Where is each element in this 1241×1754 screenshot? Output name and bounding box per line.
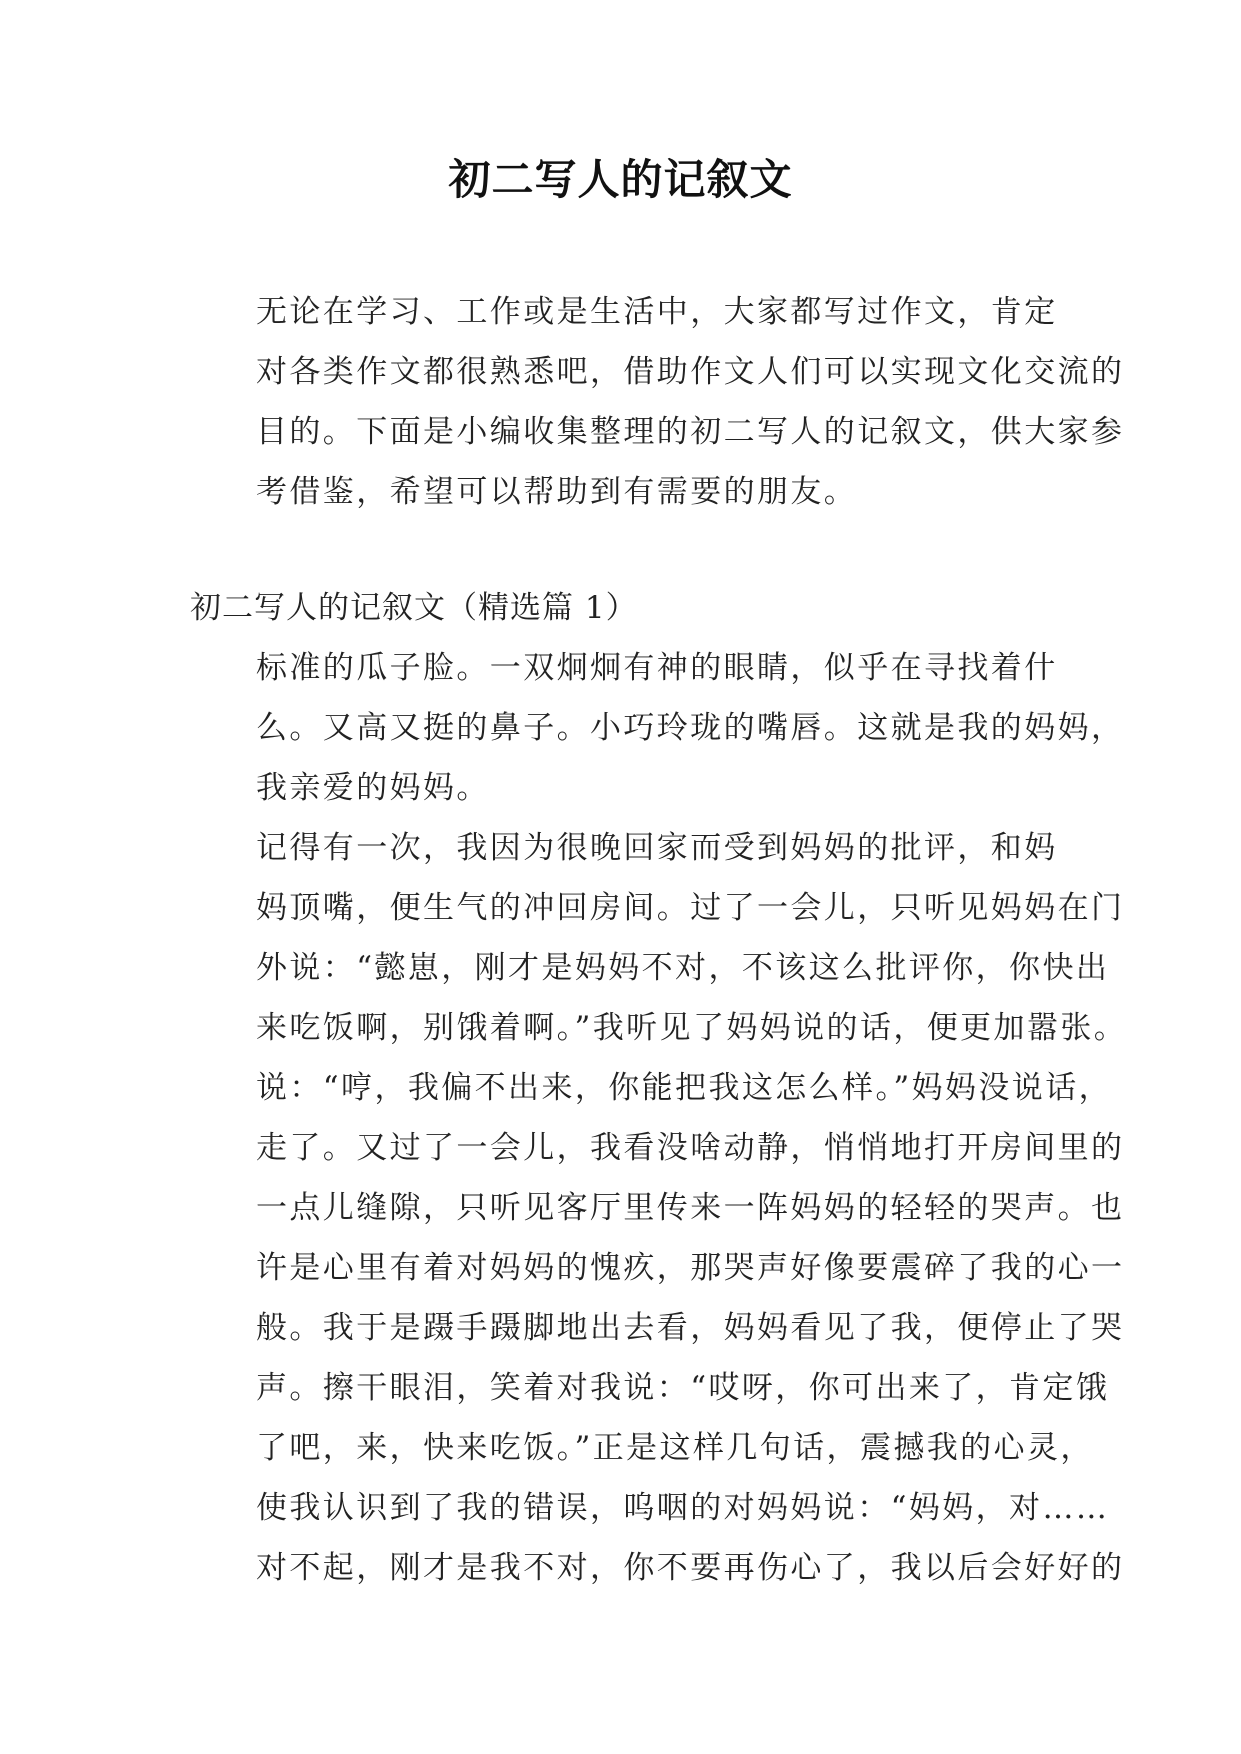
text-line: 妈顶嘴，便生气的冲回房间。过了一会儿，只听见妈妈在门 (256, 890, 1125, 926)
text-line: 使我认识到了我的错误，呜咽的对妈妈说：“妈妈，对…… (256, 1490, 1110, 1526)
intro-paragraph (190, 282, 1125, 522)
document-title: 初二写人的记叙文 (448, 155, 793, 204)
text-line: 许是心里有着对妈妈的愧疚，那哭声好像要震碎了我的心一 (256, 1250, 1125, 1286)
text-line: 标准的瓜子脸。一双炯炯有神的眼睛，似乎在寻找着什 (256, 650, 1058, 686)
section-heading: 初二写人的记叙文（精选篇 1） (190, 590, 638, 626)
paragraph-2 (190, 818, 1128, 1598)
text-line: 走了。又过了一会儿，我看没啥动静，悄悄地打开房间里的 (256, 1130, 1125, 1166)
text-line: 声。擦干眼泪，笑着对我说：“哎呀，你可出来了，肯定饿 (256, 1370, 1110, 1406)
text-line: 对各类作文都很熟悉吧，借助作文人们可以实现文化交流的 (256, 354, 1125, 390)
text-line: 了吧，来，快来吃饭。”正是这样几句话，震撼我的心灵， (256, 1430, 1094, 1466)
text-line: 目的。下面是小编收集整理的初二写人的记叙文，供大家参 (256, 414, 1125, 450)
text-line: 考借鉴，希望可以帮助到有需要的朋友。 (256, 474, 858, 510)
text-line: 对不起，刚才是我不对，你不要再伤心了，我以后会好好的 (256, 1550, 1125, 1586)
text-line: 说：“哼，我偏不出来，你能把我这怎么样。”妈妈没说话， (256, 1070, 1112, 1106)
text-line: 般。我于是蹑手蹑脚地出去看，妈妈看见了我，便停止了哭 (256, 1310, 1125, 1346)
text-line: 外说：“懿崽，刚才是妈妈不对，不该这么批评你，你快出 (256, 950, 1110, 986)
text-line: 么。又高又挺的鼻子。小巧玲珑的嘴唇。这就是我的妈妈， (256, 710, 1125, 746)
text-line: 一点儿缝隙，只听见客厅里传来一阵妈妈的轻轻的哭声。也 (256, 1190, 1125, 1226)
text-line: 我亲爱的妈妈。 (256, 770, 490, 806)
paragraph-1 (190, 638, 1125, 818)
text-line: 记得有一次，我因为很晚回家而受到妈妈的批评，和妈 (256, 830, 1058, 866)
text-line: 无论在学习、工作或是生活中，大家都写过作文，肯定 (256, 294, 1058, 330)
text-line: 来吃饭啊，别饿着啊。”我听见了妈妈说的话，便更加嚣张。 (256, 1010, 1128, 1046)
